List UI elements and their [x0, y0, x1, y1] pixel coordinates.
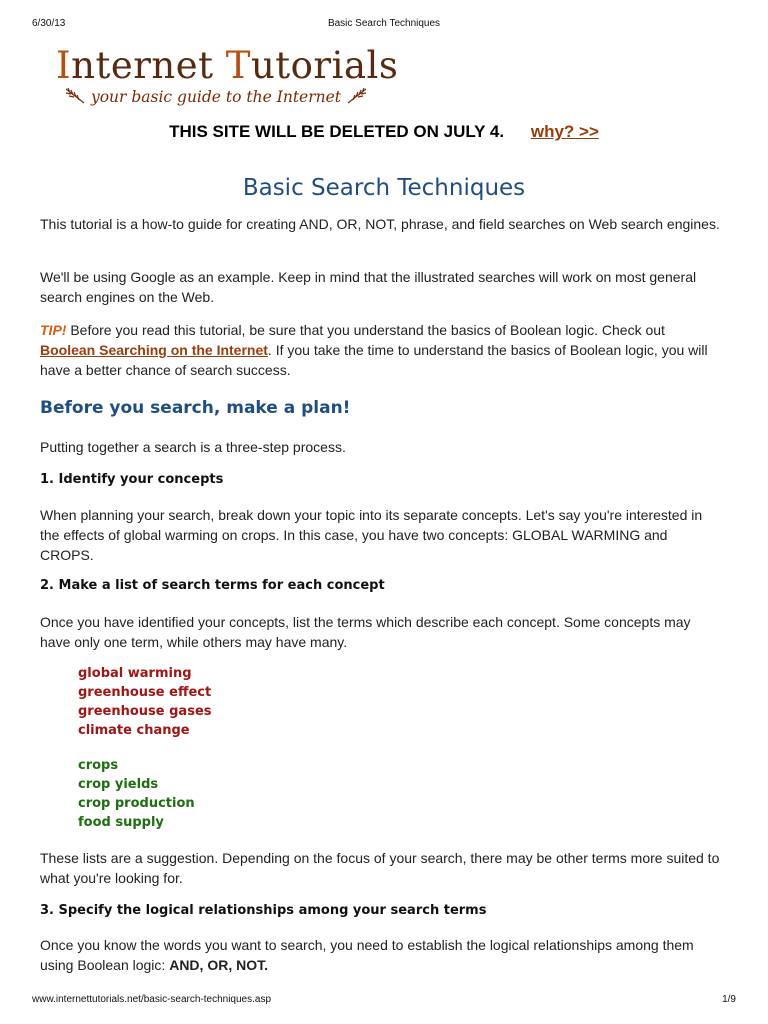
step1-heading: 1. Identify your concepts [40, 472, 224, 487]
boolean-operators: AND, OR, NOT. [169, 957, 268, 973]
notice-text: THIS SITE WILL BE DELETED ON JULY 4. [169, 122, 505, 141]
global-warming-terms [78, 664, 212, 740]
intro-paragraph-1: This tutorial is a how-to guide for creating AND, OR, NOT, phrase, and field searches on Web search engines. [40, 216, 720, 232]
plan-intro: Putting together a search is a three-step process. [40, 439, 346, 455]
list-item: crop yields [78, 777, 159, 792]
boolean-searching-link[interactable]: Boolean Searching on the Internet [40, 342, 268, 358]
why-link[interactable]: why? >> [530, 122, 599, 141]
list-item: greenhouse gases [78, 704, 212, 719]
step2-text: Once you have identified your concepts, list the terms which describe each concept. Some concepts may have only one term, while others may have many. [40, 614, 691, 650]
quill-right-icon [346, 87, 368, 105]
print-footer [32, 994, 736, 1008]
list-item: climate change [78, 723, 190, 738]
list-item: global warming [78, 666, 192, 681]
page-title: Basic Search Techniques [242, 175, 526, 201]
crops-terms [78, 756, 195, 832]
print-date: 6/30/13 [32, 18, 66, 29]
quill-left-icon [64, 87, 86, 105]
step3-heading: 3. Specify the logical relationships among your search terms [40, 903, 487, 918]
page-number: 1/9 [722, 994, 736, 1005]
step1-text: When planning your search, break down your topic into its separate concepts. Let's say you're interested in the effects of global warming on crops. In this case, you have two concepts: GLOBAL WARMING and CROPS. [40, 507, 703, 563]
list-item: crop production [78, 796, 195, 811]
lists-note: These lists are a suggestion. Depending on the focus of your search, there may be other terms more suited to what you're looking for. [40, 850, 720, 886]
logo-title: Internet Tutorials [56, 44, 399, 87]
tip-label: TIP! [40, 322, 67, 338]
site-logo[interactable] [56, 44, 399, 114]
logo-subtitle: your basic guide to the Internet [64, 87, 368, 107]
plan-heading: Before you search, make a plan! [40, 398, 351, 418]
intro-paragraph-2: We'll be using Google as an example. Keep in mind that the illustrated searches will work on most general search engines on the Web. [40, 269, 697, 305]
deletion-notice [0, 120, 768, 144]
print-url: www.internettutorials.net/basic-search-techniques.asp [32, 994, 272, 1005]
print-header [32, 18, 736, 32]
list-item: greenhouse effect [78, 685, 212, 700]
print-title: Basic Search Techniques [327, 18, 441, 29]
tip-paragraph: TIP! Before you read this tutorial, be sure that you understand the basics of Boolean logic. Check out Boolean Searching on the Internet. If you take the time to understand the basics of Boolean logic, you will have a better chance of search success. [40, 322, 708, 378]
step3-text: Once you know the words you want to search, you need to establish the logical relationships among them using Boolean logic: AND, OR, NOT. [40, 937, 694, 973]
list-item: crops [78, 758, 119, 773]
step2-heading: 2. Make a list of search terms for each concept [40, 578, 385, 593]
list-item: food supply [78, 815, 164, 830]
